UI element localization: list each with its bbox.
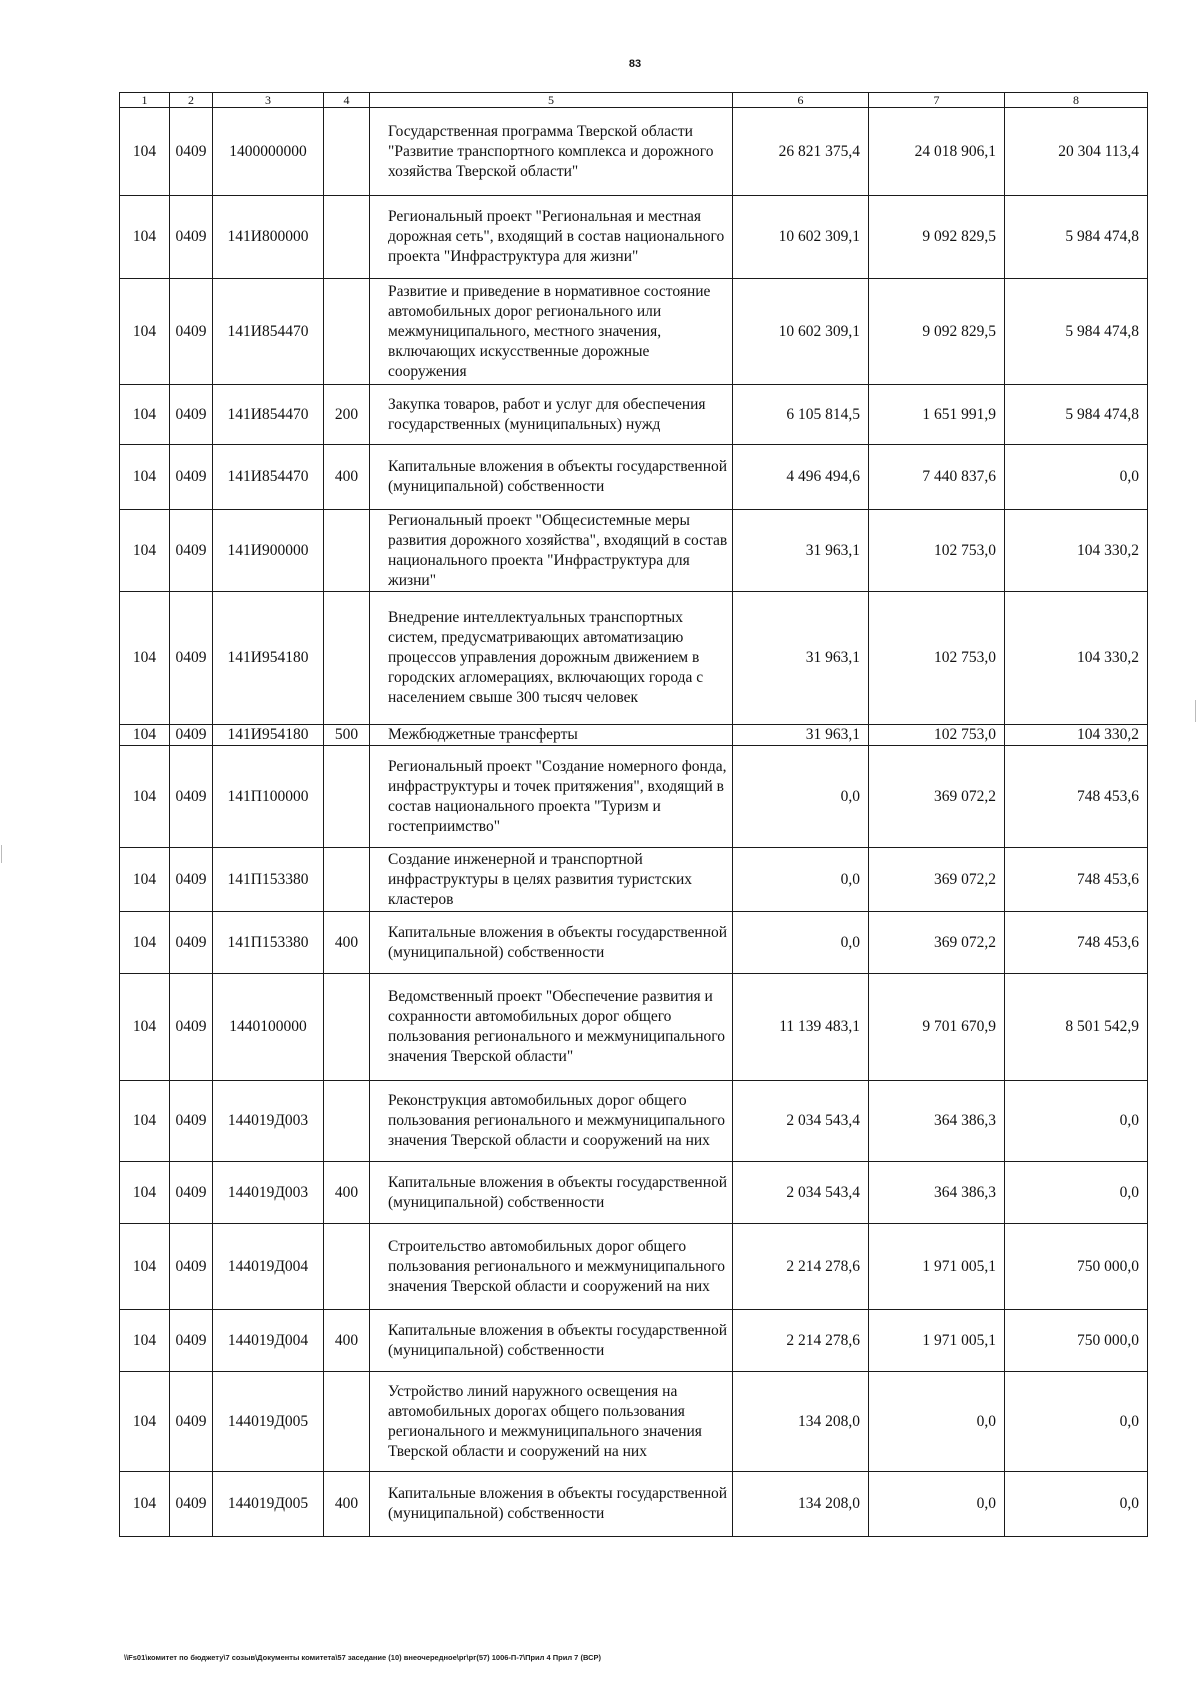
cell-section: 104 [120,974,170,1081]
cell-amount-2026: 369 072,2 [869,912,1005,974]
cell-section: 104 [120,592,170,725]
cell-amount-2027: 0,0 [1005,445,1148,510]
cell-section: 104 [120,385,170,445]
cell-amount-2027: 750 000,0 [1005,1310,1148,1372]
cell-target-code: 144019Д003 [213,1081,324,1162]
cell-amount-2025: 0,0 [733,746,869,848]
cell-amount-2026: 24 018 906,1 [869,108,1005,196]
cell-amount-2027: 0,0 [1005,1081,1148,1162]
cell-expense-type [324,1372,370,1472]
table-row [120,445,1148,510]
cell-target-code: 141И954180 [213,592,324,725]
cell-description: Капитальные вложения в объекты государственной (муниципальной) собственности [370,1310,733,1372]
cell-target-code: 141И854470 [213,445,324,510]
cell-amount-2027: 104 330,2 [1005,510,1148,592]
cell-expense-type [324,510,370,592]
cell-subsection: 0409 [170,1224,213,1310]
cell-amount-2025: 10 602 309,1 [733,279,869,385]
cell-expense-type [324,848,370,912]
cell-subsection: 0409 [170,1310,213,1372]
cell-amount-2026: 9 092 829,5 [869,196,1005,279]
table-row [120,1372,1148,1472]
column-number: 1 [120,93,170,108]
cell-amount-2027: 104 330,2 [1005,592,1148,725]
table-row [120,1081,1148,1162]
cell-amount-2026: 102 753,0 [869,592,1005,725]
scan-mark [1195,700,1196,722]
cell-amount-2025: 26 821 375,4 [733,108,869,196]
cell-subsection: 0409 [170,1472,213,1537]
cell-description: Региональный проект "Общесистемные меры развития дорожного хозяйства", входящий в состав национального проекта "Инфраструктура для жизни" [370,510,733,592]
table-row [120,279,1148,385]
budget-table [119,92,1148,1537]
cell-amount-2025: 31 963,1 [733,510,869,592]
cell-target-code: 141И800000 [213,196,324,279]
scan-mark [1,845,2,863]
cell-description: Создание инженерной и транспортной инфраструктуры в целях развития туристских кластеров [370,848,733,912]
table-row [120,912,1148,974]
cell-amount-2027: 20 304 113,4 [1005,108,1148,196]
cell-amount-2026: 364 386,3 [869,1162,1005,1224]
cell-section: 104 [120,1372,170,1472]
cell-amount-2026: 369 072,2 [869,848,1005,912]
table-row [120,510,1148,592]
cell-subsection: 0409 [170,912,213,974]
table-row [120,1162,1148,1224]
cell-subsection: 0409 [170,1372,213,1472]
cell-amount-2027: 5 984 474,8 [1005,196,1148,279]
cell-expense-type [324,592,370,725]
cell-description: Региональный проект "Создание номерного фонда, инфраструктуры и точек притяжения", входящий в состав национального проекта "Туризм и гостеприимство" [370,746,733,848]
cell-amount-2027: 748 453,6 [1005,746,1148,848]
cell-target-code: 141И854470 [213,279,324,385]
column-number: 7 [869,93,1005,108]
cell-description: Капитальные вложения в объекты государственной (муниципальной) собственности [370,1472,733,1537]
column-number: 4 [324,93,370,108]
cell-target-code: 141П153380 [213,848,324,912]
cell-subsection: 0409 [170,848,213,912]
cell-amount-2026: 9 092 829,5 [869,279,1005,385]
cell-target-code: 144019Д003 [213,1162,324,1224]
cell-expense-type: 200 [324,385,370,445]
cell-amount-2025: 2 214 278,6 [733,1310,869,1372]
cell-amount-2027: 0,0 [1005,1472,1148,1537]
table-row [120,592,1148,725]
cell-section: 104 [120,1162,170,1224]
cell-amount-2026: 102 753,0 [869,725,1005,746]
cell-target-code: 141И854470 [213,385,324,445]
cell-section: 104 [120,445,170,510]
cell-description: Строительство автомобильных дорог общего пользования регионального и межмуниципального значения Тверской области и сооружений на них [370,1224,733,1310]
cell-amount-2026: 0,0 [869,1372,1005,1472]
cell-description: Капитальные вложения в объекты государственной (муниципальной) собственности [370,445,733,510]
cell-amount-2025: 10 602 309,1 [733,196,869,279]
cell-description: Устройство линий наружного освещения на автомобильных дорогах общего пользования регионального и межмуниципального значения Тверской области и сооружений на них [370,1372,733,1472]
cell-section: 104 [120,1081,170,1162]
cell-section: 104 [120,912,170,974]
cell-description: Государственная программа Тверской области "Развитие транспортного комплекса и дорожного хозяйства Тверской области" [370,108,733,196]
cell-description: Внедрение интеллектуальных транспортных систем, предусматривающих автоматизацию процессов управления дорожным движением в городских агломерациях, включающих города с населением свыше 300 тысяч человек [370,592,733,725]
cell-description: Закупка товаров, работ и услуг для обеспечения государственных (муниципальных) нужд [370,385,733,445]
table-row [120,108,1148,196]
cell-expense-type [324,108,370,196]
cell-amount-2026: 9 701 670,9 [869,974,1005,1081]
cell-expense-type: 500 [324,725,370,746]
cell-section: 104 [120,1472,170,1537]
cell-description: Развитие и приведение в нормативное состояние автомобильных дорог регионального или межмуниципального, местного значения, включающих искусственные дорожные сооружения [370,279,733,385]
footer-file-path: \\Fs01\комитет по бюджету\7 созыв\Документы комитета\57 заседание (10) внеочередное\рг\рг(57) 1006-П-7\Прил 4 Прил 7 (ВСР) [124,1653,601,1662]
cell-target-code: 144019Д005 [213,1372,324,1472]
cell-amount-2026: 1 971 005,1 [869,1224,1005,1310]
cell-amount-2027: 748 453,6 [1005,848,1148,912]
cell-subsection: 0409 [170,510,213,592]
cell-target-code: 141П153380 [213,912,324,974]
cell-target-code: 1400000000 [213,108,324,196]
cell-section: 104 [120,108,170,196]
cell-amount-2027: 5 984 474,8 [1005,279,1148,385]
cell-section: 104 [120,848,170,912]
cell-amount-2025: 11 139 483,1 [733,974,869,1081]
cell-description: Межбюджетные трансферты [370,725,733,746]
cell-expense-type [324,1224,370,1310]
cell-amount-2027: 750 000,0 [1005,1224,1148,1310]
cell-amount-2027: 0,0 [1005,1372,1148,1472]
cell-section: 104 [120,510,170,592]
cell-target-code: 144019Д005 [213,1472,324,1537]
cell-expense-type [324,196,370,279]
table-row [120,1472,1148,1537]
cell-section: 104 [120,725,170,746]
cell-section: 104 [120,196,170,279]
cell-amount-2026: 1 971 005,1 [869,1310,1005,1372]
cell-amount-2025: 2 214 278,6 [733,1224,869,1310]
cell-expense-type: 400 [324,1310,370,1372]
cell-subsection: 0409 [170,1162,213,1224]
cell-amount-2026: 1 651 991,9 [869,385,1005,445]
column-number-row [120,93,1148,108]
cell-target-code: 144019Д004 [213,1310,324,1372]
cell-section: 104 [120,1310,170,1372]
cell-amount-2025: 2 034 543,4 [733,1081,869,1162]
table-row [120,1310,1148,1372]
cell-expense-type [324,279,370,385]
table-row [120,385,1148,445]
cell-expense-type [324,1081,370,1162]
cell-subsection: 0409 [170,1081,213,1162]
cell-amount-2027: 748 453,6 [1005,912,1148,974]
cell-subsection: 0409 [170,974,213,1081]
cell-target-code: 141И954180 [213,725,324,746]
cell-subsection: 0409 [170,445,213,510]
cell-section: 104 [120,1224,170,1310]
cell-amount-2025: 2 034 543,4 [733,1162,869,1224]
cell-subsection: 0409 [170,725,213,746]
cell-section: 104 [120,279,170,385]
cell-amount-2025: 31 963,1 [733,725,869,746]
cell-expense-type: 400 [324,445,370,510]
cell-subsection: 0409 [170,108,213,196]
cell-target-code: 144019Д004 [213,1224,324,1310]
cell-expense-type [324,746,370,848]
cell-amount-2025: 0,0 [733,848,869,912]
page-number: 83 [628,58,642,70]
column-number: 5 [370,93,733,108]
column-number: 6 [733,93,869,108]
cell-description: Региональный проект "Региональная и местная дорожная сеть", входящий в состав национального проекта "Инфраструктура для жизни" [370,196,733,279]
cell-amount-2027: 0,0 [1005,1162,1148,1224]
cell-amount-2026: 369 072,2 [869,746,1005,848]
cell-amount-2025: 134 208,0 [733,1372,869,1472]
cell-amount-2025: 6 105 814,5 [733,385,869,445]
cell-description: Ведомственный проект "Обеспечение развития и сохранности автомобильных дорог общего пользования регионального и межмуниципального значения Тверской области" [370,974,733,1081]
cell-amount-2027: 8 501 542,9 [1005,974,1148,1081]
cell-description: Капитальные вложения в объекты государственной (муниципальной) собственности [370,1162,733,1224]
cell-expense-type [324,974,370,1081]
cell-subsection: 0409 [170,279,213,385]
cell-target-code: 141И900000 [213,510,324,592]
cell-amount-2026: 102 753,0 [869,510,1005,592]
cell-subsection: 0409 [170,592,213,725]
table-body [120,108,1148,1537]
table-row [120,848,1148,912]
cell-description: Реконструкция автомобильных дорог общего пользования регионального и межмуниципального значения Тверской области и сооружений на них [370,1081,733,1162]
cell-amount-2027: 5 984 474,8 [1005,385,1148,445]
cell-amount-2026: 364 386,3 [869,1081,1005,1162]
cell-amount-2026: 0,0 [869,1472,1005,1537]
cell-subsection: 0409 [170,746,213,848]
cell-target-code: 141П100000 [213,746,324,848]
column-number: 8 [1005,93,1148,108]
table-row [120,1224,1148,1310]
cell-amount-2025: 0,0 [733,912,869,974]
cell-subsection: 0409 [170,196,213,279]
cell-amount-2025: 134 208,0 [733,1472,869,1537]
cell-amount-2027: 104 330,2 [1005,725,1148,746]
cell-expense-type: 400 [324,912,370,974]
cell-expense-type: 400 [324,1472,370,1537]
cell-amount-2026: 7 440 837,6 [869,445,1005,510]
table-row [120,974,1148,1081]
table-row [120,196,1148,279]
cell-amount-2025: 4 496 494,6 [733,445,869,510]
cell-section: 104 [120,746,170,848]
cell-description: Капитальные вложения в объекты государственной (муниципальной) собственности [370,912,733,974]
cell-target-code: 1440100000 [213,974,324,1081]
cell-subsection: 0409 [170,385,213,445]
column-number: 2 [170,93,213,108]
cell-amount-2025: 31 963,1 [733,592,869,725]
cell-expense-type: 400 [324,1162,370,1224]
column-number: 3 [213,93,324,108]
table-row [120,725,1148,746]
table-row [120,746,1148,848]
